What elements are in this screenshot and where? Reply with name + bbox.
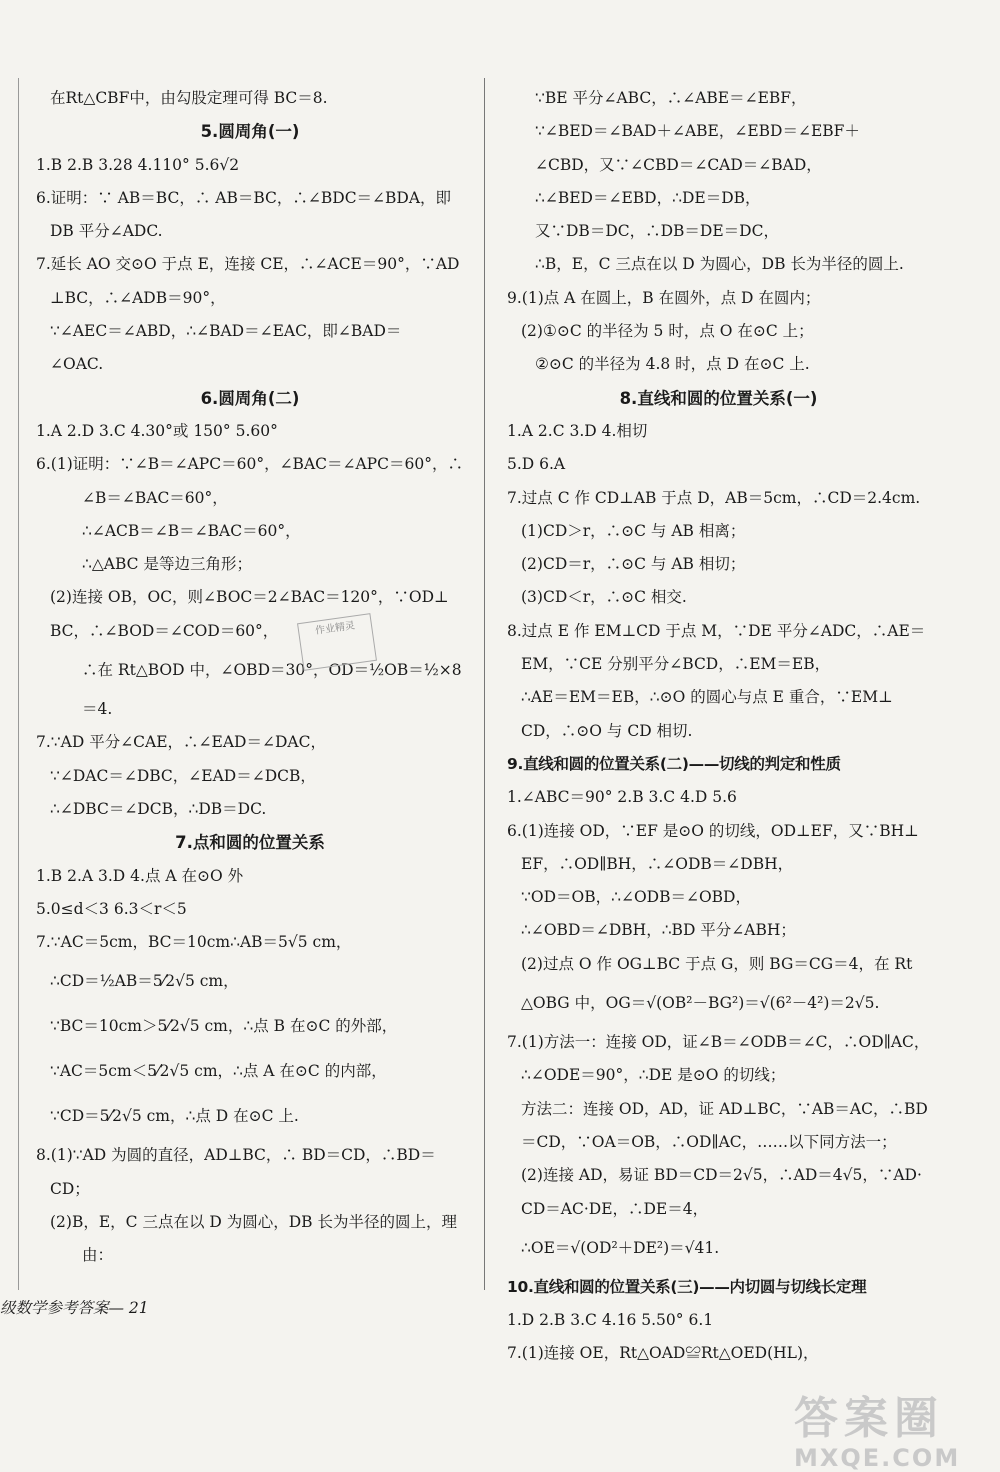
right-answer-line: (2)过点 O 作 OG⊥BC 于点 G，则 BG＝CG＝4，在 Rt bbox=[521, 954, 913, 973]
left-answer-line: 5.0≤d＜3 6.3＜r＜5 bbox=[36, 899, 187, 918]
right-answer-line: 8.过点 E 作 EM⊥CD 于点 M，∵DE 平分∠ADC，∴AE＝ bbox=[507, 621, 926, 640]
right-answer-line: 1.A 2.C 3.D 4.相切 bbox=[507, 421, 648, 440]
right-answer-line: 7.过点 C 作 CD⊥AB 于点 D，AB＝5cm，∴CD＝2.4cm. bbox=[507, 488, 921, 507]
left-answer-line: ⊥BC，∴∠ADB＝90°， bbox=[50, 288, 226, 307]
left-answer-line: 1.B 2.A 3.D 4.点 A 在⊙O 外 bbox=[36, 866, 244, 885]
right-answer-line: 1.∠ABC＝90° 2.B 3.C 4.D 5.6 bbox=[507, 788, 737, 807]
right-answer-line: CD＝AC·DE，∴DE＝4， bbox=[521, 1199, 709, 1218]
left-answer-line: 7.延长 AO 交⊙O 于点 E，连接 CE，∴∠ACE＝90°，∵AD bbox=[36, 255, 460, 274]
watermark-url: MXQE.COM bbox=[794, 1444, 961, 1472]
left-answer-line: ∵AC＝5cm＜5⁄2√5 cm，∴点 A 在⊙C 的内部， bbox=[50, 1062, 387, 1081]
left-answer-line: 7.∵AD 平分∠CAE，∴∠EAD＝∠DAC， bbox=[36, 733, 326, 752]
right-answer-line: CD，∴⊙O 与 CD 相切. bbox=[521, 721, 693, 740]
right-answer-line: 1.D 2.B 3.C 4.16 5.50° 6.1 bbox=[507, 1311, 714, 1330]
right-answer-line: ∠CBD，又∵∠CBD＝∠CAD＝∠BAD， bbox=[535, 155, 822, 174]
left-answer-line: ∠B＝∠BAC＝60°， bbox=[82, 488, 228, 507]
right-answer-line: ∴B，E，C 三点在以 D 为圆心，DB 长为半径的圆上. bbox=[535, 255, 904, 274]
right-answer-line: 又∵DB＝DC，∴DB＝DE＝DC， bbox=[535, 222, 779, 241]
right-answer-line: 方法二：连接 OD，AD，证 AD⊥BC，∵AB＝AC，∴BD bbox=[521, 1099, 928, 1118]
left-answer-line: ∴CD＝½AB＝5⁄2√5 cm， bbox=[50, 972, 239, 991]
right-answer-line: 7.(1)连接 OE，Rt△OAD≌Rt△OED(HL)， bbox=[507, 1344, 819, 1363]
right-answer-line: ∴∠ODE＝90°，∴DE 是⊙O 的切线； bbox=[521, 1066, 786, 1085]
left-answer-line: ∴∠ACB＝∠B＝∠BAC＝60°， bbox=[82, 521, 301, 540]
left-answer-line: ＝4. bbox=[82, 700, 113, 719]
right-answer-line: (1)CD＞r，∴⊙C 与 AB 相离； bbox=[521, 521, 746, 540]
right-answer-line: (2)CD＝r，∴⊙C 与 AB 相切； bbox=[521, 555, 746, 574]
left-answer-line: ∵∠DAC＝∠DBC，∠EAD＝∠DCB， bbox=[50, 766, 316, 785]
left-answer-line: 6.证明：∵ AB＝BC，∴ AB＝BC，∴∠BDC＝∠BDA，即 bbox=[36, 188, 452, 207]
left-answer-line: ∵CD＝5⁄2√5 cm，∴点 D 在⊙C 上. bbox=[50, 1107, 299, 1126]
left-answer-line: 6.(1)证明：∵∠B＝∠APC＝60°，∠BAC＝∠APC＝60°，∴ bbox=[36, 455, 463, 474]
right-answer-line: (2)①⊙C 的半径为 5 时，点 O 在⊙C 上； bbox=[521, 322, 814, 341]
right-answer-line: ∴AE＝EM＝EB，∴⊙O 的圆心与点 E 重合，∵EM⊥ bbox=[521, 688, 893, 707]
left-answer-line: ∵BC＝10cm＞5⁄2√5 cm，∴点 B 在⊙C 的外部， bbox=[50, 1017, 398, 1036]
right-answer-line: (2)连接 AD，易证 BD＝CD＝2√5，∴AD＝4√5，∵AD· bbox=[521, 1166, 922, 1185]
right-answer-line: 9.(1)点 A 在圆上，B 在圆外，点 D 在圆内； bbox=[507, 288, 821, 307]
right-answer-line: 6.(1)连接 OD，∵EF 是⊙O 的切线，OD⊥EF，又∵BH⊥ bbox=[507, 821, 919, 840]
section-heading: 8.直线和圆的位置关系(一) bbox=[619, 388, 818, 408]
left-answer-line: ∴在 Rt△BOD 中，∠OBD＝30°，OD＝½OB＝½×8 bbox=[82, 661, 462, 680]
right-answer-line: ∵OD＝OB，∴∠ODB＝∠OBD， bbox=[521, 888, 751, 907]
left-answer-line: CD； bbox=[50, 1179, 90, 1198]
left-answer-line: (2)B，E，C 三点在以 D 为圆心，DB 长为半径的圆上，理 bbox=[50, 1213, 457, 1232]
page-footer: 级数学参考答案— 21 bbox=[0, 1299, 149, 1317]
right-answer-line: ∵∠BED＝∠BAD＋∠ABE，∠EBD＝∠EBF＋ bbox=[535, 122, 860, 141]
left-answer-line: ∴△ABC 是等边三角形； bbox=[82, 555, 252, 574]
stamp-text: 作业精灵 bbox=[314, 620, 356, 637]
right-column bbox=[507, 82, 930, 1371]
left-answer-line: 8.(1)∵AD 为圆的直径，AD⊥BC，∴ BD＝CD，∴BD＝ bbox=[36, 1146, 436, 1165]
left-answer-line: (2)连接 OB，OC，则∠BOC＝2∠BAC＝120°，∵OD⊥ bbox=[50, 588, 449, 607]
watermark bbox=[794, 1382, 960, 1472]
left-answer-line: ∴∠DBC＝∠DCB，∴DB＝DC. bbox=[50, 799, 267, 818]
left-answer-line: 1.A 2.D 3.C 4.30°或 150° 5.60° bbox=[36, 421, 278, 440]
left-answer-line: ∵∠AEC＝∠ABD，∴∠BAD＝∠EAC，即∠BAD＝ bbox=[50, 322, 402, 341]
left-answer-line: 由： bbox=[82, 1246, 114, 1265]
section-heading: 9.直线和圆的位置关系(二)——切线的判定和性质 bbox=[507, 754, 841, 773]
right-answer-line: ②⊙C 的半径为 4.8 时，点 D 在⊙C 上. bbox=[535, 355, 810, 374]
column-divider bbox=[484, 78, 485, 1290]
right-answer-line: ∴∠BED＝∠EBD，∴DE＝DB， bbox=[535, 188, 761, 207]
section-heading: 6.圆周角(二) bbox=[200, 388, 300, 408]
left-answer-line: 在Rt△CBF中，由勾股定理可得 BC＝8. bbox=[50, 89, 328, 107]
left-answer-line: 7.∵AC＝5cm，BC＝10cm∴AB＝5√5 cm， bbox=[36, 933, 352, 952]
section-heading: 5.圆周角(一) bbox=[200, 122, 300, 142]
section-heading: 10.直线和圆的位置关系(三)——内切圆与切线长定理 bbox=[507, 1277, 867, 1296]
right-answer-line: EF，∴OD∥BH，∴∠ODB＝∠DBH， bbox=[521, 854, 794, 873]
left-answer-line: DB 平分∠ADC. bbox=[50, 222, 163, 241]
right-answer-line: ∵BE 平分∠ABC，∴∠ABE＝∠EBF， bbox=[535, 89, 807, 107]
right-answer-line: △OBG 中，OG＝√(OB²－BG²)＝√(6²－4²)＝2√5. bbox=[521, 994, 880, 1013]
right-answer-line: ∴OE＝√(OD²＋DE²)＝√41. bbox=[521, 1238, 720, 1257]
right-answer-line: ＝CD，∵OA＝OB，∴OD∥AC，……以下同方法一； bbox=[521, 1132, 897, 1151]
left-margin-rule bbox=[18, 78, 19, 1290]
right-answer-line: 7.(1)方法一：连接 OD，证∠B＝∠ODB＝∠C，∴OD∥AC， bbox=[507, 1033, 930, 1052]
left-answer-line: 1.B 2.B 3.28 4.110° 5.6√2 bbox=[36, 155, 240, 174]
left-answer-line: ∠OAC. bbox=[50, 355, 104, 374]
stamp-mark bbox=[297, 613, 377, 671]
left-column bbox=[36, 82, 464, 1273]
left-answer-line: BC，∴∠BOD＝∠COD＝60°， bbox=[50, 621, 279, 640]
right-answer-line: EM，∵CE 分别平分∠BCD，∴EM＝EB， bbox=[521, 655, 831, 674]
watermark-logo: 答案圈 bbox=[794, 1393, 944, 1444]
right-answer-line: (3)CD＜r，∴⊙C 相交. bbox=[521, 588, 687, 607]
right-answer-line: ∴∠OBD＝∠DBH，∴BD 平分∠ABH； bbox=[521, 921, 796, 940]
right-answer-line: 5.D 6.A bbox=[507, 455, 566, 474]
section-heading: 7.点和圆的位置关系 bbox=[175, 833, 325, 853]
